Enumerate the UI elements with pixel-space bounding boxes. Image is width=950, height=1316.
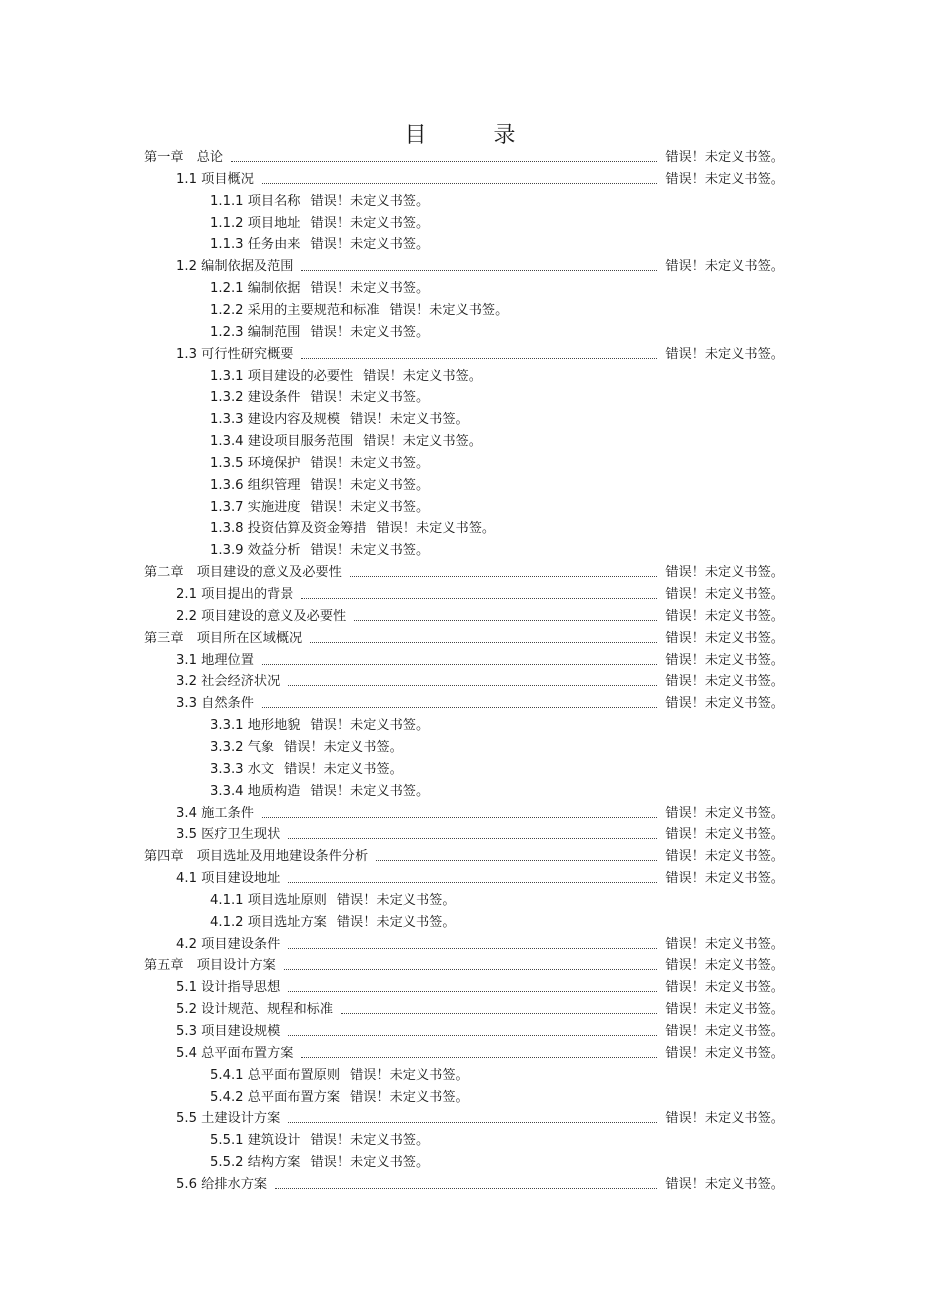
toc-entry-page-ref: 错误！未定义书签。 bbox=[665, 150, 784, 165]
toc-entry-page-ref: 错误！未定义书签。 bbox=[310, 718, 430, 734]
dot-leader bbox=[301, 1044, 657, 1058]
toc-entry[interactable] bbox=[210, 760, 403, 780]
dot-leader bbox=[310, 629, 657, 643]
toc-entry-page-ref: 错误！未定义书签。 bbox=[310, 237, 430, 253]
toc-entry-page-ref: 错误！未定义书签。 bbox=[665, 652, 784, 668]
toc-entry[interactable] bbox=[176, 978, 784, 998]
toc-entry-title: 1.1 项目概况 bbox=[176, 171, 254, 187]
toc-entry-page-ref: 错误！未定义书签。 bbox=[310, 1133, 430, 1149]
toc-entry-title: 3.3.4 地质构造 bbox=[210, 783, 301, 799]
toc-entry[interactable] bbox=[144, 956, 784, 976]
toc-entry-title: 3.3.3 水文 bbox=[210, 761, 275, 777]
toc-entry[interactable] bbox=[176, 1000, 784, 1020]
page-title: 目 录 bbox=[404, 123, 546, 148]
toc-entry-page-ref: 错误！未定义书签。 bbox=[665, 171, 784, 187]
toc-entry-title: 4.1 项目建设地址 bbox=[176, 871, 281, 887]
toc-entry[interactable] bbox=[176, 345, 784, 365]
toc-entry-title: 5.5 土建设计方案 bbox=[176, 1111, 281, 1127]
toc-entry-page-ref: 错误！未定义书签。 bbox=[665, 346, 784, 362]
toc-entry[interactable] bbox=[210, 913, 456, 933]
toc-entry-page-ref: 错误！未定义书签。 bbox=[665, 1002, 784, 1018]
toc-entry-title: 1.3.1 项目建设的必要性 bbox=[210, 368, 354, 384]
toc-entry[interactable] bbox=[176, 1044, 784, 1064]
dot-leader bbox=[288, 869, 657, 883]
toc-entry-page-ref: 错误！未定义书签。 bbox=[665, 696, 784, 712]
toc-entry-page-ref: 错误！未定义书签。 bbox=[665, 936, 784, 952]
toc-entry[interactable] bbox=[210, 476, 429, 496]
dot-leader bbox=[288, 672, 657, 686]
dot-leader bbox=[301, 345, 657, 359]
toc-entry[interactable] bbox=[176, 869, 784, 889]
toc-entry-page-ref: 错误！未定义书签。 bbox=[665, 805, 784, 821]
toc-entry[interactable] bbox=[176, 672, 784, 692]
toc-entry-title: 5.4.2 总平面布置方案 bbox=[210, 1089, 341, 1105]
toc-entry-title: 3.2 社会经济状况 bbox=[176, 674, 281, 690]
toc-entry[interactable] bbox=[176, 170, 784, 190]
dot-leader bbox=[341, 1000, 657, 1014]
toc-entry-page-ref: 错误！未定义书签。 bbox=[310, 281, 430, 297]
toc-entry[interactable] bbox=[210, 301, 508, 321]
dot-leader bbox=[301, 257, 657, 271]
toc-entry-page-ref: 错误！未定义书签。 bbox=[310, 455, 430, 471]
toc-entry-title: 2.1 项目提出的背景 bbox=[176, 587, 294, 602]
toc-entry[interactable] bbox=[210, 432, 482, 452]
toc-entry[interactable] bbox=[210, 891, 456, 911]
toc-entry-page-ref: 错误！未定义书签。 bbox=[665, 958, 784, 974]
toc-entry-title: 1.3.2 建设条件 bbox=[210, 390, 301, 406]
toc-entry-title: 5.1 设计指导思想 bbox=[176, 980, 281, 996]
toc-entry-title: 第三章 项目所在区域概况 bbox=[144, 630, 303, 646]
toc-entry-page-ref: 错误！未定义书签。 bbox=[665, 608, 784, 624]
toc-entry-page-ref: 错误！未定义书签。 bbox=[665, 674, 784, 690]
dot-leader bbox=[354, 607, 657, 621]
toc-entry-page-ref: 错误！未定义书签。 bbox=[665, 1111, 784, 1127]
dot-leader bbox=[288, 1022, 657, 1036]
toc-entry-page-ref: 错误！未定义书签。 bbox=[310, 1155, 430, 1171]
toc-entry-title: 1.2 编制依据及范围 bbox=[176, 259, 294, 275]
toc-entry-page-ref: 错误！未定义书签。 bbox=[389, 302, 509, 318]
dot-leader bbox=[376, 847, 657, 861]
dot-leader bbox=[288, 935, 657, 949]
toc-entry-title: 1.1.1 项目名称 bbox=[210, 193, 301, 209]
toc-entry-title: 1.3.3 建设内容及规模 bbox=[210, 412, 341, 428]
toc-entry[interactable] bbox=[144, 563, 784, 583]
toc-entry[interactable] bbox=[210, 716, 429, 736]
toc-entry-page-ref: 错误！未定义书签。 bbox=[350, 1089, 469, 1105]
toc-entry-page-ref: 错误！未定义书签。 bbox=[336, 892, 456, 908]
toc-entry-page-ref: 错误！未定义书签。 bbox=[310, 783, 430, 799]
toc-entry-title: 2.2 项目建设的意义及必要性 bbox=[176, 608, 347, 624]
toc-entry-page-ref: 错误！未定义书签。 bbox=[284, 761, 403, 777]
toc-entry-page-ref: 错误！未定义书签。 bbox=[310, 324, 430, 340]
toc-entry-page-ref: 错误！未定义书签。 bbox=[310, 215, 430, 231]
toc-entry[interactable] bbox=[210, 279, 429, 299]
toc-entry-page-ref: 错误！未定义书签。 bbox=[350, 412, 469, 428]
toc-entry[interactable] bbox=[210, 1131, 429, 1151]
toc-entry-title: 1.1.3 任务由来 bbox=[210, 237, 301, 253]
dot-leader bbox=[284, 956, 657, 970]
toc-entry[interactable] bbox=[210, 388, 429, 408]
toc-entry-title: 5.5.1 建筑设计 bbox=[210, 1133, 301, 1149]
toc-entry-page-ref: 错误！未定义书签。 bbox=[310, 499, 430, 515]
toc-entry-title: 1.2.1 编制依据 bbox=[210, 281, 301, 297]
toc-entry-title: 1.1.2 项目地址 bbox=[210, 215, 301, 231]
dot-leader bbox=[301, 585, 657, 599]
dot-leader bbox=[262, 170, 657, 184]
toc-entry-title: 1.3.8 投资估算及资金筹措 bbox=[210, 521, 367, 537]
toc-entry-page-ref: 错误！未定义书签。 bbox=[310, 193, 430, 209]
toc-entry[interactable] bbox=[176, 935, 784, 955]
toc-entry-page-ref: 错误！未定义书签。 bbox=[363, 434, 482, 450]
toc-entry-title: 第五章 项目设计方案 bbox=[144, 958, 276, 974]
toc-entry-title: 1.2.2 采用的主要规范和标准 bbox=[210, 302, 380, 318]
dot-leader bbox=[275, 1175, 657, 1189]
toc-entry[interactable] bbox=[176, 1022, 784, 1042]
toc-entry[interactable] bbox=[210, 410, 469, 430]
toc-entry[interactable] bbox=[176, 1175, 784, 1195]
toc-entry-title: 5.4 总平面布置方案 bbox=[176, 1045, 294, 1061]
toc-entry[interactable] bbox=[210, 1153, 429, 1173]
toc-entry[interactable] bbox=[176, 825, 784, 845]
toc-entry[interactable] bbox=[210, 323, 429, 343]
toc-entry-page-ref: 错误！未定义书签。 bbox=[665, 871, 784, 887]
toc-entry[interactable] bbox=[210, 738, 403, 758]
toc-entry-page-ref: 错误！未定义书签。 bbox=[665, 1024, 784, 1039]
toc-entry[interactable] bbox=[176, 804, 784, 824]
toc-entry-page-ref: 错误！未定义书签。 bbox=[336, 914, 456, 930]
toc-entry[interactable] bbox=[176, 585, 784, 605]
toc-entry-title: 1.2.3 编制范围 bbox=[210, 324, 301, 340]
toc-entry-page-ref: 错误！未定义书签。 bbox=[310, 477, 430, 493]
toc-entry-page-ref: 错误！未定义书签。 bbox=[665, 849, 784, 865]
toc-entry[interactable] bbox=[176, 651, 784, 671]
toc-entry-title: 第一章 总论 bbox=[144, 150, 224, 165]
toc-entry-page-ref: 错误！未定义书签。 bbox=[665, 827, 784, 843]
toc-entry-page-ref: 错误！未定义书签。 bbox=[363, 368, 482, 384]
toc-entry[interactable] bbox=[210, 782, 429, 802]
toc-entry[interactable] bbox=[210, 1066, 469, 1086]
toc-entry[interactable] bbox=[210, 1088, 469, 1108]
toc-entry-title: 1.3.5 环境保护 bbox=[210, 455, 301, 471]
toc-entry[interactable] bbox=[210, 235, 429, 255]
toc-entry-page-ref: 错误！未定义书签。 bbox=[310, 543, 430, 559]
toc-entry[interactable] bbox=[176, 257, 784, 277]
toc-entry[interactable] bbox=[210, 454, 429, 474]
toc-entry-title: 第二章 项目建设的意义及必要性 bbox=[144, 565, 342, 581]
toc-entry-title: 1.3.4 建设项目服务范围 bbox=[210, 434, 354, 450]
toc-entry-title: 3.3 自然条件 bbox=[176, 696, 254, 712]
toc-entry[interactable] bbox=[144, 629, 784, 649]
toc-entry-page-ref: 错误！未定义书签。 bbox=[665, 1045, 784, 1061]
toc-entry-page-ref: 错误！未定义书签。 bbox=[665, 630, 784, 646]
dot-leader bbox=[262, 694, 657, 708]
toc-entry-title: 4.2 项目建设条件 bbox=[176, 936, 281, 952]
toc-entry[interactable] bbox=[176, 694, 784, 714]
toc-entry-page-ref: 错误！未定义书签。 bbox=[310, 390, 430, 406]
toc-entry-page-ref: 错误！未定义书签。 bbox=[665, 1176, 784, 1192]
toc-entry[interactable] bbox=[210, 214, 429, 234]
toc-entry-page-ref: 错误！未定义书签。 bbox=[350, 1067, 469, 1083]
dot-leader bbox=[288, 978, 657, 992]
toc-entry-page-ref: 错误！未定义书签。 bbox=[284, 739, 403, 755]
toc-entry-title: 3.1 地理位置 bbox=[176, 652, 254, 668]
toc-entry-title: 3.3.1 地形地貌 bbox=[210, 718, 301, 734]
dot-leader bbox=[262, 804, 657, 818]
toc-entry[interactable] bbox=[210, 192, 429, 212]
toc-entry-page-ref: 错误！未定义书签。 bbox=[665, 587, 784, 602]
toc-entry[interactable] bbox=[210, 367, 482, 387]
toc-entry-title: 4.1.1 项目选址原则 bbox=[210, 892, 327, 908]
toc-entry-title: 5.5.2 结构方案 bbox=[210, 1155, 301, 1171]
toc-entry[interactable] bbox=[176, 1109, 784, 1129]
toc-entry-title: 5.3 项目建设规模 bbox=[176, 1024, 281, 1039]
toc-entry[interactable] bbox=[210, 498, 429, 518]
dot-leader bbox=[288, 1109, 657, 1123]
toc-entry-title: 1.3.9 效益分析 bbox=[210, 543, 301, 559]
toc-entry-title: 3.3.2 气象 bbox=[210, 739, 275, 755]
toc-entry-title: 1.3.7 实施进度 bbox=[210, 499, 301, 515]
toc-entry-title: 3.4 施工条件 bbox=[176, 805, 254, 821]
dot-leader bbox=[288, 825, 657, 839]
dot-leader bbox=[262, 651, 657, 665]
toc-entry-title: 第四章 项目选址及用地建设条件分析 bbox=[144, 849, 369, 865]
toc-entry[interactable] bbox=[210, 541, 429, 561]
toc-entry-title: 1.3 可行性研究概要 bbox=[176, 346, 294, 362]
toc-entry[interactable] bbox=[144, 847, 784, 867]
dot-leader bbox=[350, 563, 658, 577]
dot-leader bbox=[231, 148, 657, 162]
toc-entry[interactable] bbox=[144, 148, 784, 168]
toc-entry-title: 5.4.1 总平面布置原则 bbox=[210, 1067, 341, 1083]
toc-entry-page-ref: 错误！未定义书签。 bbox=[376, 521, 496, 537]
toc-entry-page-ref: 错误！未定义书签。 bbox=[665, 259, 784, 275]
toc-entry-title: 5.2 设计规范、规程和标准 bbox=[176, 1002, 334, 1018]
toc-entry-title: 1.3.6 组织管理 bbox=[210, 477, 301, 493]
toc-entry-page-ref: 错误！未定义书签。 bbox=[665, 565, 784, 581]
toc-entry-title: 4.1.2 项目选址方案 bbox=[210, 914, 327, 930]
toc-entry-title: 3.5 医疗卫生现状 bbox=[176, 827, 281, 843]
toc-entry-title: 5.6 给排水方案 bbox=[176, 1176, 268, 1192]
toc-entry[interactable] bbox=[176, 607, 784, 627]
toc-entry-page-ref: 错误！未定义书签。 bbox=[665, 980, 784, 996]
toc-entry[interactable] bbox=[210, 519, 495, 539]
